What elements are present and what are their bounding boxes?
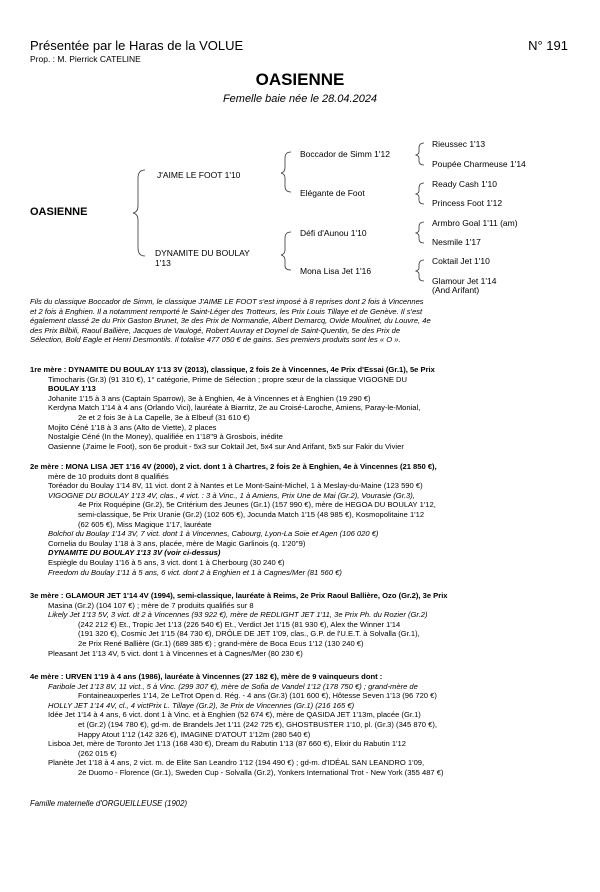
produce-line: (191 320 €), Cosmic Jet 1'15 (84 730 €), DRÔLE DE JET 1'09, clas., G.P. de l'U.E.T. à Solvalla (Gr.1), <box>78 629 420 639</box>
fourth-dam-section <box>30 672 575 778</box>
pedigree-dam-record: 1'13 <box>155 258 171 268</box>
produce-line: (262 015 €) <box>78 748 117 758</box>
produce-line: Kerdyna Match 1'14 à 4 ans (Orlando Vici), lauréate à Biarritz, 2e au Croisé-Laroche, Amiens, Paray-le-Monial, <box>48 403 421 413</box>
produce-line: 2e et 2 fois 3e à La Capelle, 3e à Elbeuf (31 610 €) <box>78 412 250 422</box>
produce-line: (242 212 €) Et., Tropic Jet 1'13 (226 540 €) Et., Verdict Jet 1'15 (81 930 €), Alex the Winner 1'14 <box>78 619 401 629</box>
breeder-heading: Présentée par le Haras de la VOLUE <box>30 38 244 53</box>
produce-line: et (Gr.2) (194 780 €), gd-m. de Brandels Jet 1'11 (242 725 €), GHOSTBUSTER 1'10, pl. (Gr.3) (345 870 €), <box>78 719 437 729</box>
brace-ds <box>416 222 424 243</box>
lot-number: N° 191 <box>528 38 568 53</box>
produce-line: Fontaineauxperles 1'14, 2e LeTrot Open d. Rég. - 4 ans (Gr.3) (101 600 €), Hôtesse Seven 1'13 (96 720 €) <box>78 691 437 701</box>
sire-text-line: des Prix Bilbili, Raoul Ballière, Jacques de Vaulogé, Robert Auvray et Doynel de Saint-Quentin, 5e des Prix de <box>30 325 401 335</box>
third-dam-section <box>30 591 575 658</box>
third-dam-line: 3e mère : GLAMOUR JET 1'14 4V (1994), semi-classique, lauréate à Reims, 2e Prix Raoul Ballière, Ozo (Gr.2), 3e Prix <box>30 591 448 600</box>
produce-line: Bolchoï du Boulay 1'14 3V, 7 vict. dont 1 à Vincennes, Cabourg, Lyon-La Soie et Agen (106 020 €) <box>48 529 379 539</box>
pedigree-sdd: Princess Foot 1'12 <box>432 198 503 208</box>
produce-line: Likely Jet 1'13 5V, 3 vict. dt 2 à Vincennes (93 922 €), mère de REDLIGHT JET 1'11, 3e Prix Ph. du Rozier (Gr.2) <box>48 610 428 620</box>
produce-line: (62 605 €), Miss Magique 1'17, lauréate <box>78 519 212 529</box>
sire-text-line: Fils du classique Boccador de Simm, le classique J'AIME LE FOOT s'est imposé à 8 reprises dont 2 fois à Vincennes <box>30 297 424 306</box>
produce-line: Cornelia du Boulay 1'18 à 3 ans, placée, mère de Magic Garlinois (q. 1'20''9) <box>48 538 306 548</box>
produce-line: semi-classique, 5e Prix Uranie (Gr.2) (102 605 €), Jocunda Match 1'15 (48 985 €), Kosmopolitaine 1'12 <box>78 509 425 519</box>
pedigree-dam: DYNAMITE DU BOULAY <box>155 248 250 258</box>
produce-line: Oasienne (J'aime le Foot), son 6e produit - 5x3 sur Coktail Jet, 5x4 sur And Arifant, 5x5 sur Fakir du Vivier <box>48 441 404 451</box>
produce-line: Planète Jet 1'18 à 4 ans, 2 vict. m. de Elite San Leandro 1'12 (194 490 €) ; gd-m. d'IDÉAL SAN LEANDRO 1'09, <box>48 758 425 768</box>
pedigree-dsd: Nesmile 1'17 <box>432 237 481 247</box>
second-dam-line: 2e mère : MONA LISA JET 1'16 4V (2000), 2 vict. dont 1 à Chartres, 2 fois 2e à Enghien, 4e à Vincennes (21 850 €), <box>30 462 437 471</box>
produce-line: Espiègle du Boulay 1'16 à 5 ans, 3 vict. dont 1 à Cherbourg (30 240 €) <box>48 557 285 567</box>
produce-line: 2e Duomo - Florence (Gr.1), Sweden Cup - Solvalla (Gr.2), Yonkers International Trot - New York (355 487 €) <box>78 767 444 777</box>
produce-line: Nostalgie Céné (In the Money), qualifiée en 1'18''9 à Grosbois, inédite <box>48 432 283 442</box>
produce-line: DYNAMITE DU BOULAY 1'13 3V (voir ci-dessus) <box>48 548 221 558</box>
sire-text-line: également classé 2e du Prix Gaston Brunet, 3e des Prix de Normandie, Albert Demarcq, Ovide Moulinet, du Louvre, 4e <box>30 316 431 326</box>
brace-ss <box>416 143 424 165</box>
produce-line: Freedom du Boulay 1'11 à 5 ans, 6 vict. dont 2 à Enghien et 1 à Cagnes/Mer (81 560 €) <box>48 567 342 577</box>
produce-line: VIGOGNE DU BOULAY 1'13 4V, clas., 4 vict. : 3 à Vinc., 1 à Amiens, Prix Une de Mai (Gr.2), Vourasie (Gr.3), <box>48 490 415 500</box>
horse-title: OASIENNE <box>255 70 345 89</box>
fourth-dam-line: 4e mère : URVEN 1'19 à 4 ans (1986), lauréate à Vincennes (27 182 €), mère de 9 vainqueurs dont : <box>30 672 383 681</box>
first-dam-line: Timocharis (Gr.3) (91 310 €), 1° catégorie, Prime de Sélection ; propre sœur de la classique VIGOGNE DU <box>48 374 407 384</box>
produce-line: Lisboa Jet, mère de Toronto Jet 1'13 (168 430 €), Dream du Rabutin 1'13 (87 660 €), Elixir du Rabutin 1'12 <box>48 739 406 749</box>
first-dam-line: 1re mère : DYNAMITE DU BOULAY 1'13 3V (2013), classique, 2 fois 2e à Vincennes, 4e Prix d'Essai (Gr.1), 5e Prix <box>30 365 435 374</box>
brace-dd <box>416 260 424 281</box>
pedigree-sds: Ready Cash 1'10 <box>432 179 497 189</box>
pedigree-sire: J'AIME LE FOOT 1'10 <box>157 170 241 180</box>
produce-line: HOLLY JET 1'14 4V, cl., 4 victPrix L. Tillaye (Gr.2), 3e Prix de Vincennes (Gr.1) (216 165 €) <box>48 700 355 710</box>
maternal-family-note: Famille maternelle d'ORGUEILLEUSE (1902) <box>30 799 188 808</box>
produce-line: Pleasant Jet 1'13 4V, 5 vict. dont 1 à Vincennes et à Cagnes/Mer (80 230 €) <box>48 648 303 658</box>
sire-description <box>30 297 575 345</box>
produce-line: Mojito Céné 1'18 à 3 ans (Alto de Viette), 2 places <box>48 422 217 432</box>
pedigree-dss: Armbro Goal 1'11 (am) <box>432 218 518 228</box>
brace-sire <box>281 152 291 192</box>
produce-line: Happy Atout 1'12 (142 326 €), IMAGINE D'ATOUT 1'12m (280 540 €) <box>78 729 311 739</box>
brace-dam <box>281 232 291 270</box>
sire-text-line: Sélection, Bold Eagle et Henri Desmontils. Il totalise 477 050 € de gains. Ses premiers produits sont les « O ». <box>30 335 401 345</box>
second-dam-line: mère de 10 produits dont 8 qualifiés <box>48 471 169 481</box>
sire-text-line: et 2 fois à Enghien. Il a notamment remporté le Saint-Léger des Trotteurs, les Prix Louis Tillaye et de Genève. Il s'est <box>30 306 423 316</box>
first-dam-section <box>30 365 575 451</box>
second-dam-section <box>30 462 575 577</box>
pedigree-sd: Elégante de Foot <box>300 188 365 198</box>
first-dam-line: BOULAY 1'13 <box>48 384 96 394</box>
pedigree-sss: Rieussec 1'13 <box>432 139 486 149</box>
pedigree-ss: Boccador de Simm 1'12 <box>300 149 390 159</box>
horse-subtitle: Femelle baie née le 28.04.2024 <box>222 93 378 105</box>
produce-line: Toréador du Boulay 1'14 8V, 11 vict. dont 2 à Nantes et Le Mont-Saint-Michel, 1 à Meslay-du-Maine (123 590 €) <box>48 481 423 491</box>
brace-subject <box>133 170 145 256</box>
produce-line: 4e Prix Roquépine (Gr.2), 5e Critérium des Jeunes (Gr.1) (157 990 €), mère de HEGOA DU BOULAY 1'12, <box>78 500 436 510</box>
pedigree-ds: Défi d'Aunou 1'10 <box>300 228 367 238</box>
produce-line: Johanite 1'15 à 3 ans (Captain Sparrow), 3e à Enghien, 4e à Vincennes et à Enghien (19 290 €) <box>48 393 371 403</box>
owner-line: Prop. : M. Pierrick CATELINE <box>30 54 141 64</box>
produce-line: 2e Prix René Ballière (Gr.1) (689 385 €) ; grand-mère de Boca Ecus 1'12 (130 240 €) <box>78 638 364 648</box>
pedigree-ddd: Glamour Jet 1'14 <box>432 276 497 286</box>
pedigree-dds: Coktail Jet 1'10 <box>432 256 490 266</box>
produce-line: Idée Jet 1'14 à 4 ans, 6 vict. dont 1 à Vinc. et à Enghien (52 674 €), mère de QASIDA JET 1'13m, placée (Gr.1) <box>48 710 421 720</box>
brace-sd <box>416 183 424 204</box>
pedigree-ddd-note: (And Arifant) <box>432 285 480 295</box>
third-dam-line: Masina (Gr.2) (104 107 €) ; mère de 7 produits qualifiés sur 8 <box>48 600 254 610</box>
produce-line: Faribole Jet 1'13 8V, 11 vict., 5 à Vinc. (299 307 €), mère de Sofia de Vandel 1'12 (178 750 €) ; grand-mère de <box>48 681 418 691</box>
pedigree-subject: OASIENNE <box>30 206 88 218</box>
pedigree-dd: Mona Lisa Jet 1'16 <box>300 266 372 276</box>
pedigree-ssd: Poupée Charmeuse 1'14 <box>432 159 526 169</box>
